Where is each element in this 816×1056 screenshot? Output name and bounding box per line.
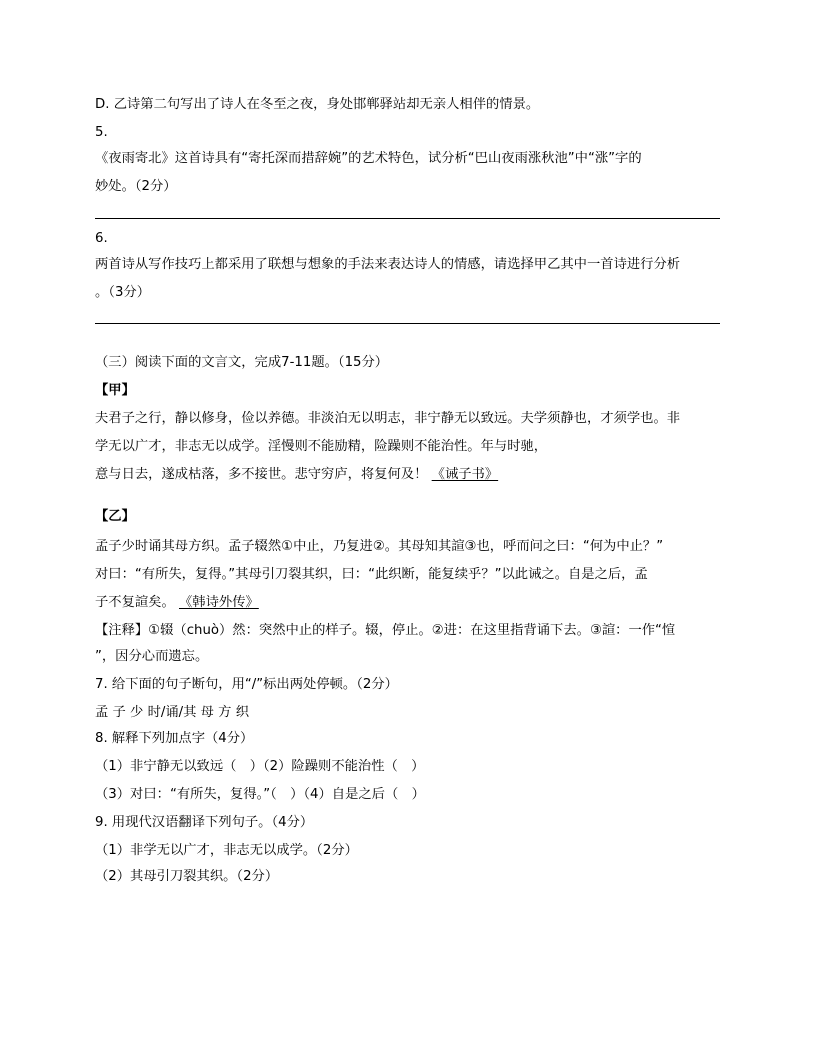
q7-sentence: 孟 子 少 时/诵/其 母 方 织 (95, 705, 249, 720)
passage-jia-line1: 夫君子之行，静以修身，俭以养德。非淡泊无以明志，非宁静无以致远。夫学须静也，才须学也。非 (95, 411, 681, 426)
q5-text-line1: 《夜雨寄北》这首诗具有“寄托深而措辞婉”的艺术特色，试分析“巴山夜雨涨秋池”中“涨”字的 (95, 151, 642, 166)
q6-answer-line (95, 323, 720, 324)
q6-number: 6. (95, 231, 108, 246)
q5-number: 5. (95, 125, 108, 140)
annotation-line1: 【注释】①辍（chuò）然：突然中止的样子。辍，停止。②进：在这里指背诵下去。③諠：一作“愃 (95, 623, 676, 638)
passage-yi-source: 《韩诗外传》 (179, 595, 259, 610)
passage-jia-line3-text: 意与日去，遂成枯落，多不接世。悲守穷庐，将复何及！ (95, 467, 428, 482)
q9-prompt: 9. 用现代汉语翻译下列句子。（4分） (95, 815, 314, 830)
q7-prompt: 7. 给下面的句子断句，用“/”标出两处停顿。（2分） (95, 677, 398, 692)
passage-yi-label: 【乙】 (95, 509, 135, 524)
passage-yi-line1: 孟子少时诵其母方织。孟子辍然①中止，乃复进②。其母知其諠③也，呼而问之曰：“何为中止？” (95, 539, 664, 554)
q9-item2: （2）其母引刀裂其织。（2分） (95, 869, 279, 884)
q9-item1: （1）非学无以广才，非志无以成学。（2分） (95, 843, 358, 858)
q6-text-line2: 。（3分） (95, 285, 150, 300)
passage-jia-line3 (95, 466, 498, 484)
passage-yi-line3 (95, 594, 259, 612)
passage-yi-line3-text: 子不复諠矣。 (95, 595, 175, 610)
q4-option-d: D. 乙诗第二句写出了诗人在冬至之夜，身处邯郸驿站却无亲人相伴的情景。 (95, 97, 540, 112)
passage-yi-line2: 对曰：“有所失，复得。”其母引刀裂其织，曰：“此织断，能复续乎？”以此诫之。自是之后，孟 (95, 567, 648, 582)
passage-jia-label: 【甲】 (95, 383, 135, 398)
passage-jia-line2: 学无以广才，非志无以成学。淫慢则不能励精，险躁则不能治性。年与时驰， (95, 439, 548, 454)
section3-heading: （三）阅读下面的文言文，完成7-11题。（15分） (95, 355, 389, 370)
q5-answer-line (95, 218, 720, 219)
q5-text-line2: 妙处。（2分） (95, 179, 177, 194)
q6-text-line1: 两首诗从写作技巧上都采用了联想与想象的手法来表达诗人的情感，请选择甲乙其中一首诗进行分析 (95, 257, 681, 272)
q8-items-line2: （3）对曰：“有所失，复得。”（ ）（4）自是之后（ ） (95, 787, 425, 802)
q8-prompt: 8. 解释下列加点字（4分） (95, 731, 254, 746)
q8-items-line1: （1）非宁静无以致远（ ）（2）险躁则不能治性（ ） (95, 759, 425, 774)
passage-jia-source: 《诫子书》 (431, 467, 499, 482)
annotation-line2: ”，因分心而遗忘。 (95, 649, 209, 664)
